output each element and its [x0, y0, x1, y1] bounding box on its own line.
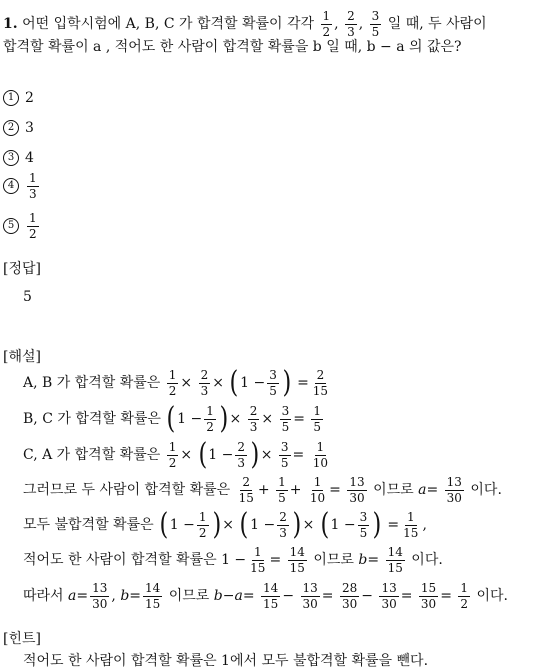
explanation-line-1: A, B 가 합격할 확률은 $\frac{1}{2}$ × $\frac{2}{3}$ × ( 1 − $\frac{3}{5}$ ) = $\frac{2}{15}$	[23, 365, 329, 400]
question-text-part2: 일 때, 두 사람이	[387, 16, 487, 33]
choice-3[interactable]: 3 4	[3, 150, 34, 166]
explanation-line-4: 그러므로 두 사람이 합격할 확률은 $\frac{2}{15}$ + $\frac{1}{5}$ + $\frac{1}{10}$ = $\frac{13}{30}$ 이므로 a= $\frac{13}{30}$ 이다.	[23, 475, 502, 505]
answer-label: [정답]	[3, 261, 41, 277]
question-line-1: 1. 어떤 입학시험에 A, B, C 가 합격할 확률이 각각 $\frac{1}{2}$ , $\frac{2}{3}$ , $\frac{3}{5}$ 일 때, 두 사람이	[3, 9, 487, 39]
hint-text: 적어도 한 사람이 합격할 확률은 1에서 모두 불합격할 확률을 뺀다.	[23, 653, 429, 669]
explanation-line-5: 모두 불합격할 확률은 ( 1 − $\frac{1}{2}$ ) × ( 1 − $\frac{2}{3}$ ) × ( 1 − $\frac{3}{5}$ ) = $\frac{1}{15}$ ,	[23, 507, 427, 542]
hint-label: [힌트]	[3, 631, 41, 647]
choice-2[interactable]: 2 3	[3, 120, 34, 136]
prob-c-fraction: $\frac{3}{5}$	[371, 9, 380, 39]
explanation-line-6: 적어도 한 사람이 합격할 확률은 1 − $\frac{1}{15}$ = $\frac{14}{15}$ 이므로 b= $\frac{14}{15}$ 이다.	[23, 545, 443, 575]
question-text-part1: 어떤 입학시험에 A, B, C 가 합격할 확률이 각각	[22, 16, 315, 33]
choice-4[interactable]: 4 $\frac{1}{3}$	[3, 172, 41, 200]
explanation-line-7: 따라서 a= $\frac{13}{30}$ , b= $\frac{14}{15}$ 이므로 b−a= $\frac{14}{15}$ − $\frac{13}{30}$ = $\frac{28}{30}$ − $\frac{13}{30}$ = $\frac{15}{30}$ = $\frac{1}{2}$ 이다.	[23, 581, 508, 611]
explanation-line-3: C, A 가 합격할 확률은 $\frac{1}{2}$ × ( 1 − $\frac{2}{3}$ ) × $\frac{3}{5}$ = $\frac{1}{10}$	[23, 437, 328, 472]
explanation-line-2: B, C 가 합격할 확률은 ( 1 − $\frac{1}{2}$ ) × $\frac{2}{3}$ × $\frac{3}{5}$ = $\frac{1}{5}$	[23, 401, 322, 436]
prob-b-fraction: $\frac{2}{3}$	[347, 9, 355, 39]
choice-1[interactable]: 1 2	[3, 90, 34, 106]
prob-a-fraction: $\frac{1}{2}$	[322, 9, 331, 39]
answer-value: 5	[23, 289, 32, 305]
question-line-2: 합격할 확률이 a , 적어도 한 사람이 합격할 확률을 b 일 때, b − a 의 값은?	[3, 39, 462, 55]
explanation-label: [해설]	[3, 349, 41, 365]
question-number: 1.	[3, 16, 18, 33]
choice-5[interactable]: 5 $\frac{1}{2}$	[3, 212, 41, 240]
